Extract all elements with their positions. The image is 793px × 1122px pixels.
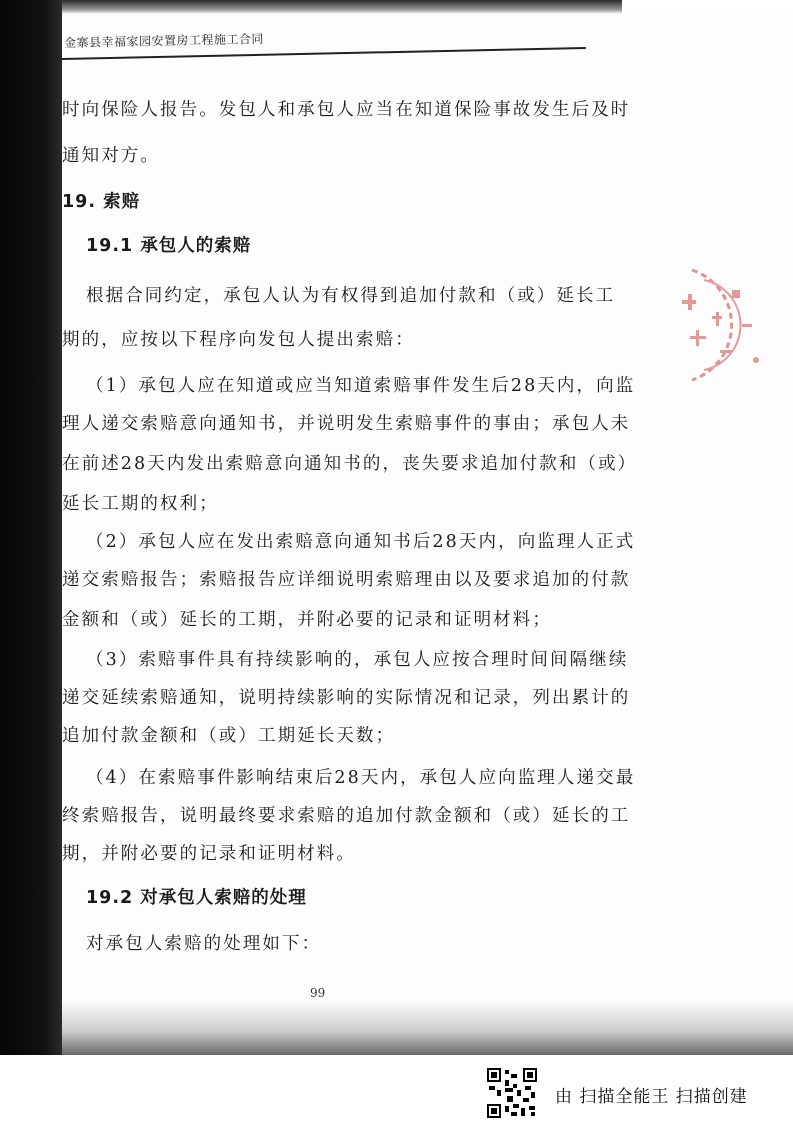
scan-top-edge xyxy=(62,0,622,14)
subsection-heading: 19.1 承包人的索赔 xyxy=(86,236,252,256)
body-line: 根据合同约定，承包人认为有权得到追加付款和（或）延长工 xyxy=(86,286,616,306)
scanner-watermark-text: 由 扫描全能王 扫描创建 xyxy=(555,1087,748,1107)
body-line: 在前述28天内发出索赔意向通知书的，丧失要求追加付款和（或） xyxy=(62,454,638,474)
body-line: 通知对方。 xyxy=(62,146,160,166)
page-header-title: 金寨县幸福家园安置房工程施工合同 xyxy=(63,31,265,50)
body-line: 期的，应按以下程序向发包人提出索赔： xyxy=(62,330,415,350)
subsection-heading: 19.2 对承包人索赔的处理 xyxy=(86,888,307,908)
body-line: 终索赔报告，说明最终要求索赔的追加付款金额和（或）延长的工 xyxy=(62,806,631,826)
page-number: 99 xyxy=(310,986,326,1000)
scanner-watermark xyxy=(487,1068,787,1120)
body-line: 理人递交索赔意向通知书，并说明发生索赔事件的事由；承包人未 xyxy=(62,414,631,434)
body-line: 追加付款金额和（或）工期延长天数； xyxy=(62,726,396,746)
section-heading: 19. 索赔 xyxy=(62,192,141,212)
body-line: 递交延续索赔通知，说明持续影响的实际情况和记录，列出累计的 xyxy=(62,688,631,708)
qr-code-icon xyxy=(487,1068,537,1118)
body-line: 金额和（或）延长的工期，并附必要的记录和证明材料； xyxy=(62,610,552,630)
body-line: （4）在索赔事件影响结束后28天内，承包人应向监理人递交最 xyxy=(86,768,636,788)
body-line: 对承包人索赔的处理如下： xyxy=(86,934,322,954)
red-seal-stamp-icon xyxy=(672,260,784,390)
body-line: 时向保险人报告。发包人和承包人应当在知道保险事故发生后及时 xyxy=(62,100,631,120)
body-line: （3）索赔事件具有持续影响的，承包人应按合理时间间隔继续 xyxy=(86,650,629,670)
body-line: （2）承包人应在发出索赔意向通知书后28天内，向监理人正式 xyxy=(86,532,636,552)
scan-bottom-shadow xyxy=(62,1000,793,1055)
body-line: （1）承包人应在知道或应当知道索赔事件发生后28天内，向监 xyxy=(86,376,636,396)
body-line: 延长工期的权利； xyxy=(62,494,219,514)
scan-left-margin xyxy=(0,0,62,1055)
body-line: 递交索赔报告；索赔报告应详细说明索赔理由以及要求追加的付款 xyxy=(62,570,631,590)
body-line: 期，并附必要的记录和证明材料。 xyxy=(62,844,356,864)
